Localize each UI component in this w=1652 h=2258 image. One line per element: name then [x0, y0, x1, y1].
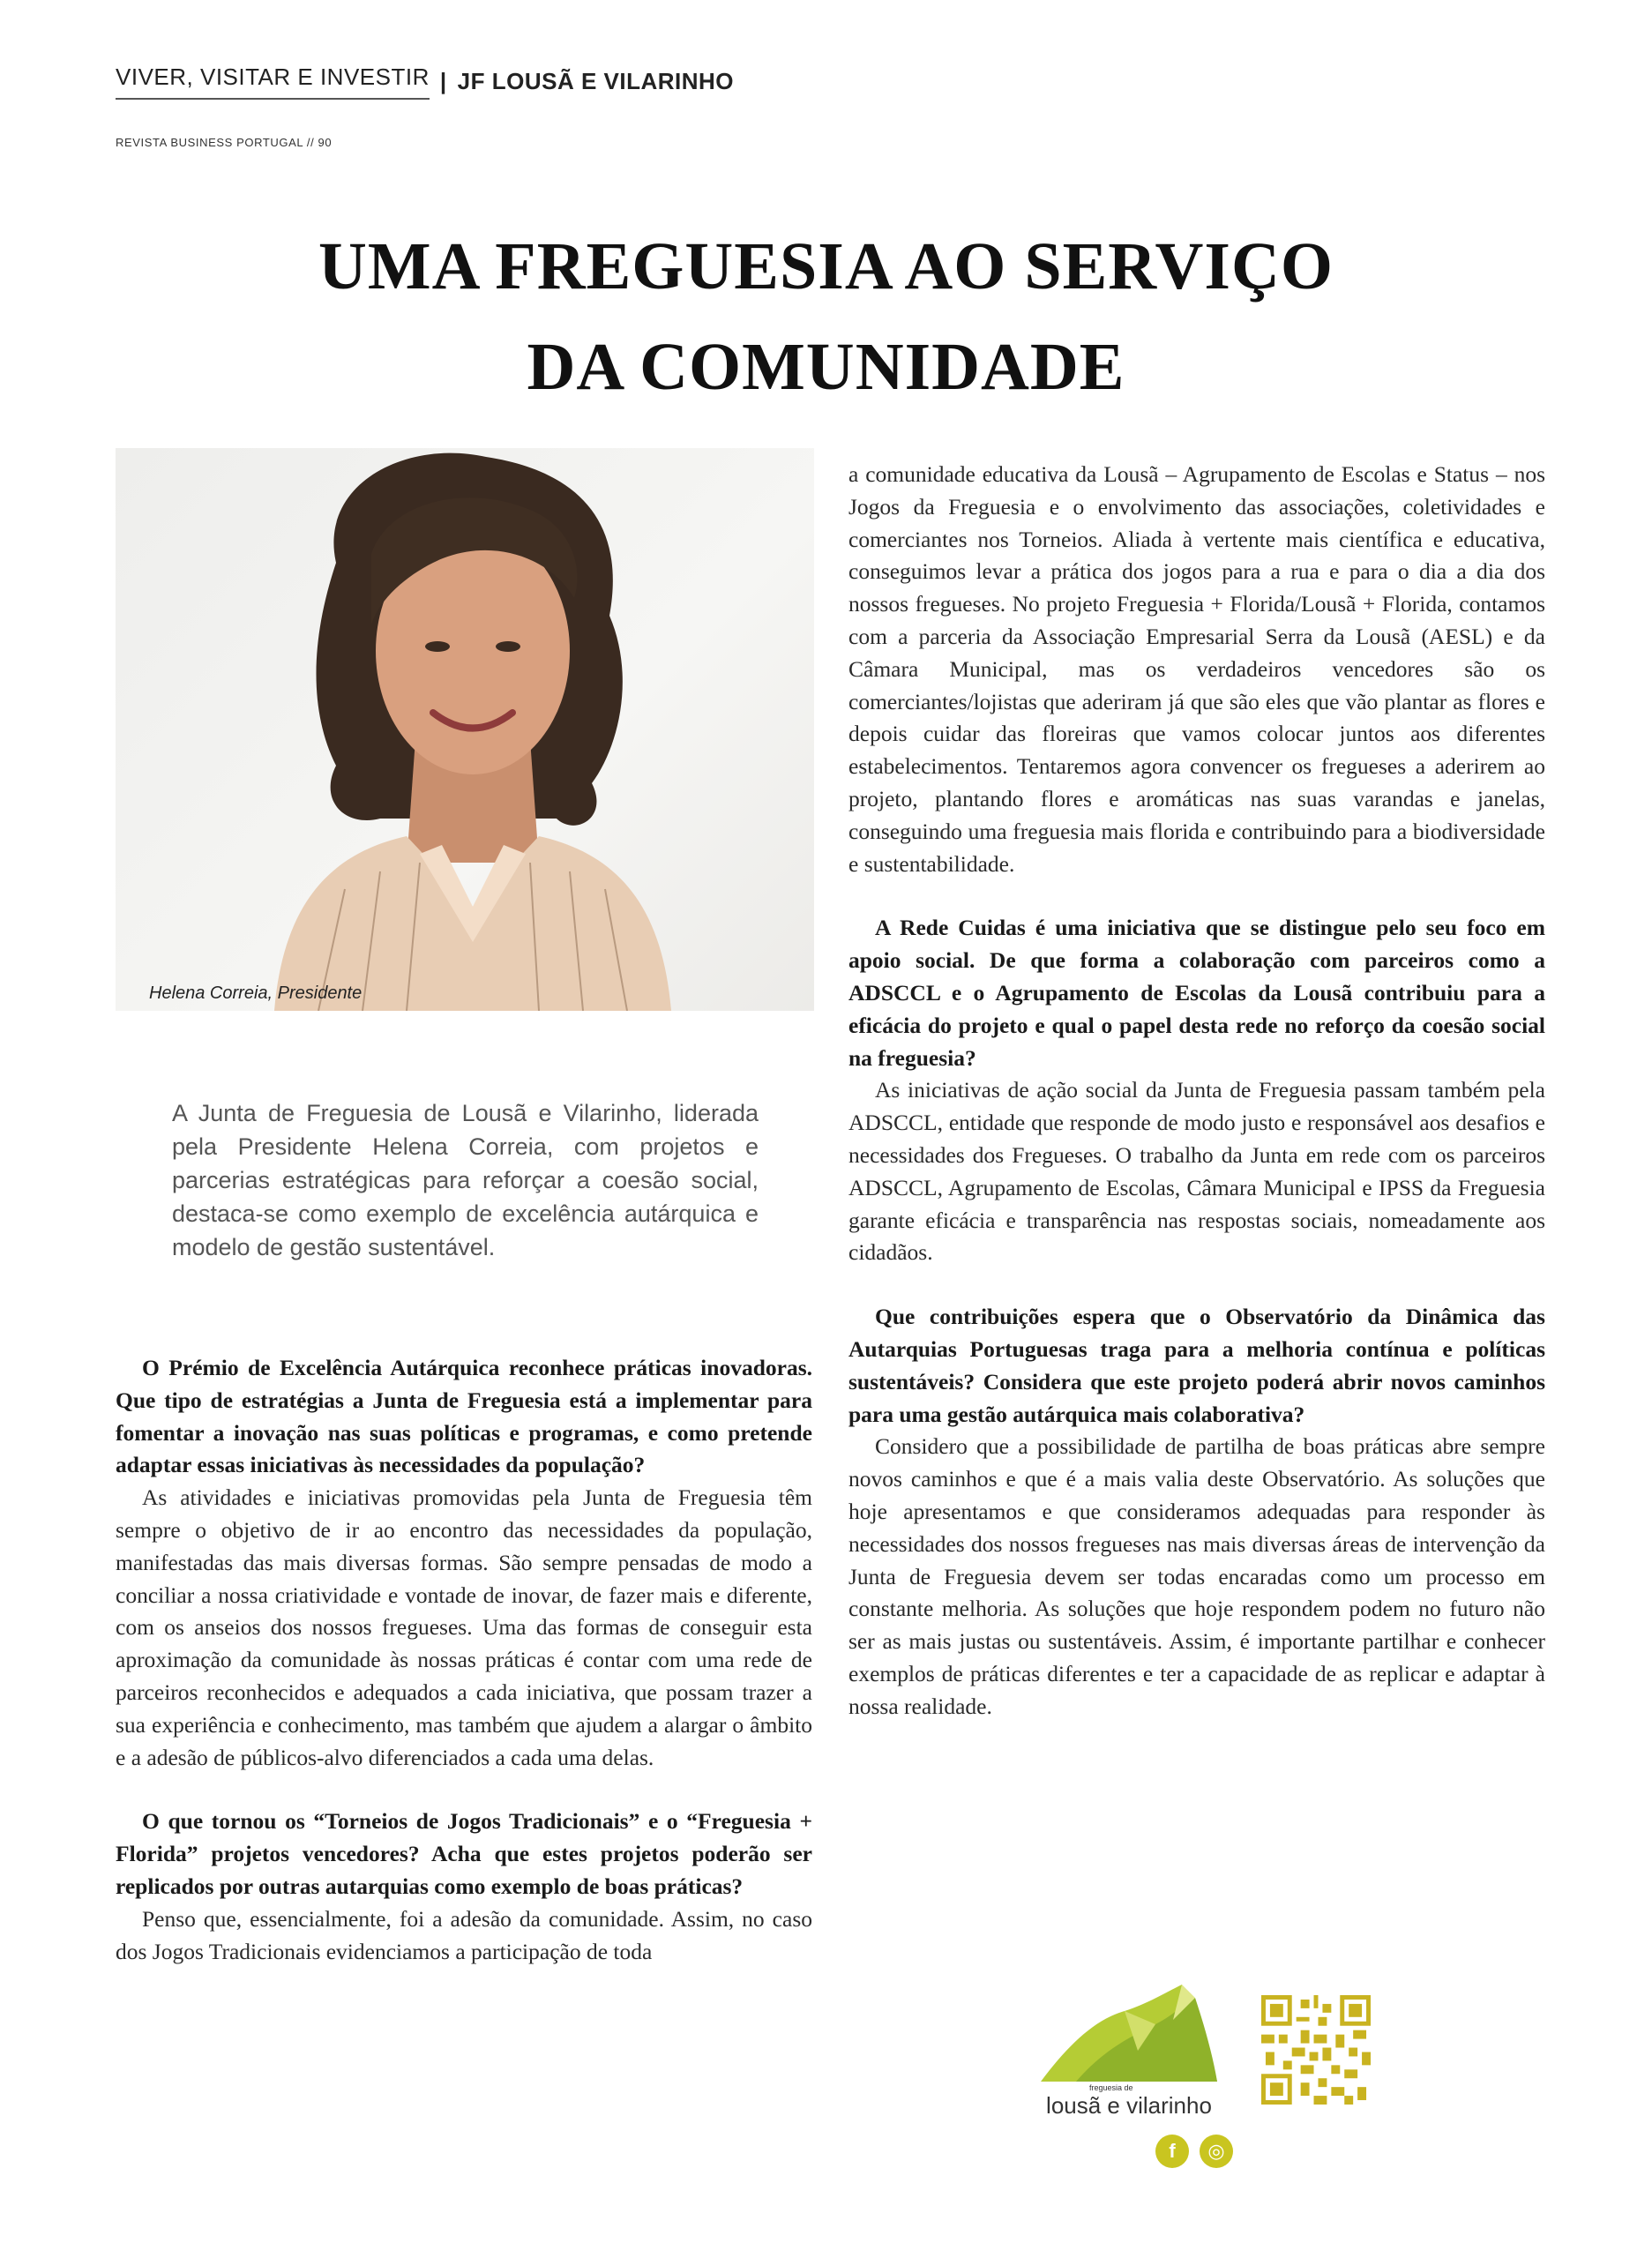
- running-header: [116, 64, 734, 100]
- article-title: [0, 216, 1652, 417]
- logo-name: lousã e vilarinho: [1046, 2092, 1212, 2119]
- question-3: A Rede Cuidas é uma iniciativa que se distingue pelo seu foco em apoio social. De que forma a colaboração com parceiros como a ADSCCL e o Agrupamento de Escolas da Lousã contribuiu para a eficácia do projeto e qual o papel desta rede no reforço da coesão social na freguesia?: [848, 915, 1545, 1071]
- left-column: [116, 1352, 812, 1968]
- title-line-2: DA COMUNIDADE: [527, 330, 1125, 404]
- section-label: VIVER, VISITAR E INVESTIR: [116, 64, 430, 100]
- portrait-photo: [116, 448, 814, 1011]
- answer-1: As atividades e iniciativas promovidas pela Junta de Freguesia têm sempre o objetivo de ir ao encontro das necessidades da população, manifestadas das mais diversas formas. São sempre pensadas de modo a conciliar a nossa criatividade e vontade de inovar, de fazer mais e diferente, com os anseios dos nossos fregueses. Uma das formas de conseguir esta aproximação da comunidade às nossas práticas é contar com uma rede de parceiros reconhecidos e adequados a cada iniciativa, que possam trazer a sua experiência e conhecimento, mas também que ajudem a alargar o âmbito e a adesão de públicos-alvo diferenciados a cada uma delas.: [116, 1484, 812, 1770]
- photo-caption: Helena Correia, Presidente: [149, 983, 363, 1003]
- entity-label: JF LOUSÃ E VILARINHO: [457, 68, 735, 94]
- question-4: Que contribuições espera que o Observatório da Dinâmica das Autarquias Portuguesas traga para a melhoria contínua e políticas sustentáveis? Considera que este projeto poderá abrir novos caminhos para uma gestão autárquica mais colaborativa?: [848, 1304, 1545, 1427]
- question-1: O Prémio de Excelência Autárquica reconhece práticas inovadoras. Que tipo de estratégias a Junta de Freguesia está a implementar para fomentar a inovação nas suas políticas e programas, e como pretende adaptar essas iniciativas às necessidades da população?: [116, 1355, 812, 1478]
- publication-label: REVISTA BUSINESS PORTUGAL // 90: [116, 136, 333, 149]
- logo-wordmark: [1036, 2083, 1222, 2120]
- title-line-1: UMA FREGUESIA AO SERVIÇO: [318, 229, 1334, 303]
- right-column: [848, 459, 1545, 1723]
- answer-2: Penso que, essencialmente, foi a adesão da comunidade. Assim, no caso dos Jogos Tradicionais evidenciamos a participação de toda: [116, 1905, 812, 1964]
- answer-3: As iniciativas de ação social da Junta de Freguesia passam também pela ADSCCL, entidade que responde de modo justo e responsável aos desafios e necessidades dos Fregueses. O trabalho da Junta em rede com os parceiros ADSCCL, Agrupamento de Escolas, Câmara Municipal e IPSS da Freguesia garante eficácia e transparência nas respostas sociais, nomeadamente aos cidadãos.: [848, 1077, 1545, 1266]
- facebook-icon[interactable]: f: [1155, 2135, 1189, 2168]
- header-separator: |: [439, 68, 447, 94]
- portrait-illustration: [116, 448, 814, 1011]
- freguesia-logo-mark: [1041, 1985, 1217, 2082]
- instagram-icon[interactable]: ◎: [1200, 2135, 1233, 2168]
- qr-code-icon[interactable]: [1261, 1995, 1371, 2105]
- question-2: O que tornou os “Torneios de Jogos Tradicionais” e o “Freguesia + Florida” projetos vencedores? Acha que estes projetos poderão ser replicados por outras autarquias como exemplo de boas práticas?: [116, 1808, 812, 1899]
- intro-paragraph: A Junta de Freguesia de Lousã e Vilarinho, liderada pela Presidente Helena Correia, com projetos e parcerias estratégicas para reforçar a coesão social, destaca-se como exemplo de excelência autárquica e modelo de gestão sustentável.: [172, 1100, 759, 1260]
- answer-2-continued: a comunidade educativa da Lousã – Agrupamento de Escolas e Status – nos Jogos da Freguesia e o envolvimento das associações, coletividades e comerciantes nos Torneios. Aliada à vertente mais científica e educativa, conseguimos levar a prática dos jogos para a rua e para o dia a dia dos nossos fregueses. No projeto Freguesia + Florida/Lousã + Florida, contamos com a parceria da Associação Empresarial Serra da Lousã (AESL) e da Câmara Municipal, mas os verdadeiros vencedores são os comerciantes/lojistas que aderiram já que são eles que vão plantar as flores e depois cuidar das floreiras que vamos colocar juntos aos diferentes estabelecimentos. Tentaremos agora convencer os fregueses a aderirem ao projeto, plantando flores e aromáticas nas suas varandas e janelas, conseguindo uma freguesia mais florida e contribuindo para a biodiversidade e sustentabilidade.: [848, 461, 1545, 877]
- logo-small-text: freguesia de: [1089, 2083, 1133, 2092]
- answer-4: Considero que a possibilidade de partilha de boas práticas abre sempre novos caminhos e que é a mais valia deste Observatório. As soluções que hoje apresentamos e que consideramos adequadas para responder às necessidades dos nossos fregueses nas mais diversas áreas de intervenção da Junta de Freguesia devem ser todas encaradas como um processo em constante melhoria. As soluções que hoje respondem podem no futuro não ser as mais justas ou sustentáveis. Assim, é importante partilhar e conhecer exemplos de práticas diferentes e ter a capacidade de as replicar e adaptar à nossa realidade.: [848, 1433, 1545, 1719]
